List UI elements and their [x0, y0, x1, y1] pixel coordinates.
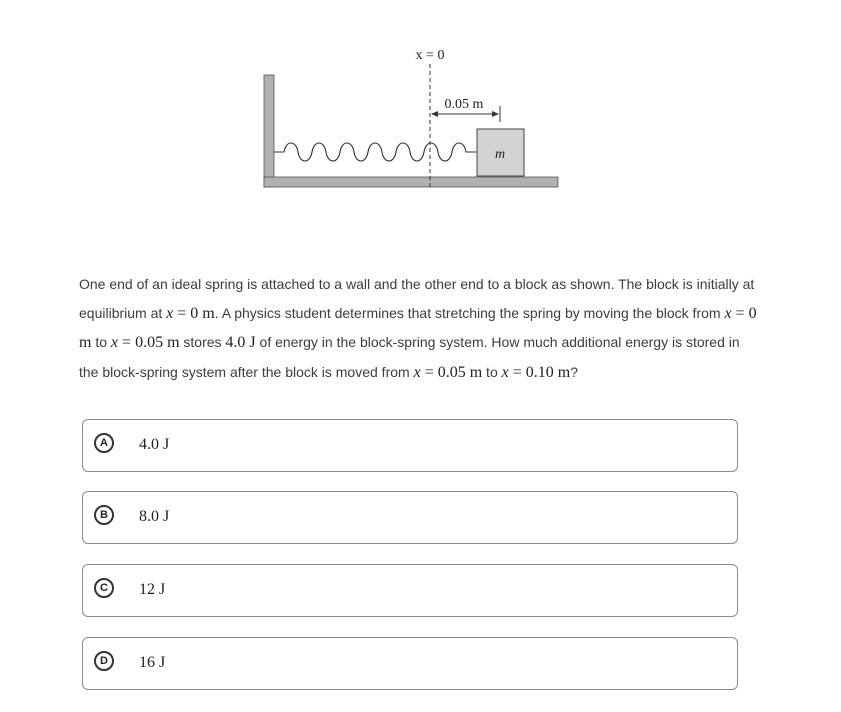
math-expr: x = 0.10 m	[501, 363, 571, 381]
spring	[274, 143, 477, 161]
math-expr: x = 0 m	[79, 304, 757, 351]
math-expr: x = 0.05 m	[413, 363, 483, 381]
choice-d[interactable]	[82, 637, 738, 690]
math-expr: x = 0 m	[166, 304, 215, 322]
distance-label: 0.05 m	[444, 97, 484, 112]
spring-block-diagram	[250, 40, 570, 200]
math-expr: x = 0.05 m	[110, 334, 180, 351]
choice-letter-icon: D	[94, 651, 114, 671]
choice-b[interactable]	[82, 491, 738, 544]
origin-label: x = 0	[415, 48, 445, 63]
floor	[264, 177, 558, 187]
arrow-head-left	[431, 111, 438, 117]
question-text: One end of an ideal spring is attached to a wall and the other end to a block as shown. The block is initially at equilibrium at x = 0 m. A physics student determines that stretching the spring by moving the block from x = 0 m to x = 0.05 m stores 4.0 J of energy in the block-spring system. How much additional energy is stored in the block-spring system after the block is moved from x = 0.05 m to x = 0.10 m?	[79, 276, 757, 381]
choice-text: 16 J	[139, 654, 166, 671]
choice-letter-icon: B	[94, 505, 114, 525]
wall	[264, 75, 274, 187]
arrow-head-right	[492, 111, 499, 117]
choice-c[interactable]	[82, 564, 738, 617]
block-label: m	[494, 147, 506, 162]
choice-letter-icon: C	[94, 578, 114, 598]
math-expr: 4.0 J	[225, 334, 256, 351]
choice-letter-icon: A	[94, 433, 114, 453]
choice-text: 4.0 J	[139, 436, 170, 453]
choice-a[interactable]	[82, 419, 738, 472]
choice-text: 12 J	[139, 581, 166, 598]
choice-text: 8.0 J	[139, 508, 170, 525]
